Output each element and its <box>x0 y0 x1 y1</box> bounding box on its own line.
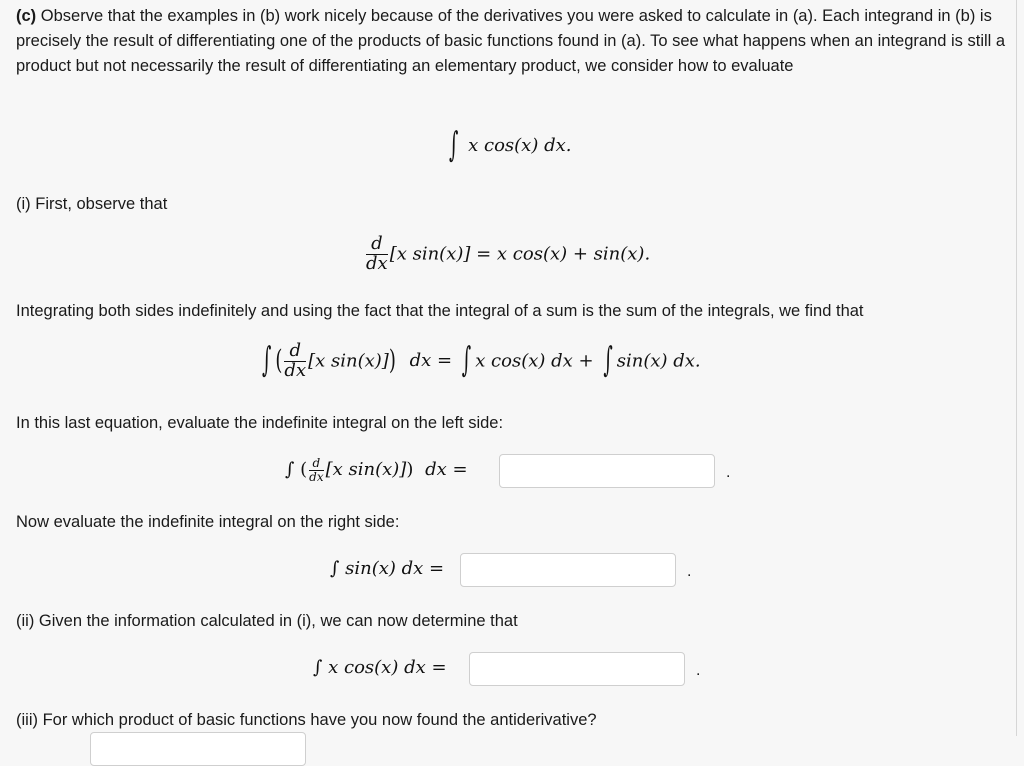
right-side-text: Now evaluate the indefinite integral on the right side: <box>16 513 400 531</box>
part-ii-text: (ii) Given the information calculated in (i), we can now determine that <box>16 612 518 630</box>
integral-sign: ∫ <box>330 558 340 579</box>
integrated-equation: ∫ ( $\frac{d}{dx}$ [x sin(x)]) dx = ∫ x cos(x) dx + ∫ sin(x) dx. <box>262 340 701 381</box>
d-dx-fraction: $\frac{d}{dx}$ <box>284 340 307 381</box>
integral-sign: ∫ <box>313 657 323 678</box>
part-iii-text: (iii) For which product of basic functions have you now found the antiderivative? <box>16 711 597 729</box>
derivative-equation <box>364 235 650 274</box>
xcos-integral-answer-input[interactable] <box>469 652 685 686</box>
integral-sign: ∫ <box>262 340 272 381</box>
integral-sign: ∫ <box>449 125 459 166</box>
part-c-label: (c) <box>16 7 37 25</box>
derivative-rhs: [x sin(x)] = x cos(x) + sin(x). <box>389 243 651 265</box>
d-dx-fraction: $\frac{d}{dx}$ <box>366 233 388 274</box>
left-integral-answer-input[interactable] <box>499 454 715 488</box>
sin-integral: ∫ sin(x) dx = <box>330 558 445 579</box>
part-c-intro <box>16 4 1006 79</box>
left-integral: ∫ ( $\frac{d}{dx}$ [x sin(x)]) dx = <box>285 456 468 484</box>
part-c-text: Observe that the examples in (b) work nicely because of the derivatives you were asked to calculate in (a). Each integrand in (b) is precisely the result of differentiating one of the products of basic functions found in (a). To see what happens when an integrand is still a product but not necessarily the result of differentiating an elementary product, we consider how to evaluate <box>16 7 1006 75</box>
product-answer-input[interactable] <box>90 732 306 766</box>
sin-integral-answer-input[interactable] <box>460 553 676 587</box>
integral-sign: ∫ <box>461 340 472 381</box>
main-integral <box>445 125 572 166</box>
xcos-integral: ∫ x cos(x) dx = <box>313 657 447 678</box>
part-i-text: (i) First, observe that <box>16 195 168 213</box>
left-side-text: In this last equation, evaluate the indefinite integral on the left side: <box>16 414 504 432</box>
d-dx-fraction: $\frac{d}{dx}$ <box>309 456 324 484</box>
main-integral-body: x cos(x) dx. <box>468 135 572 156</box>
integrating-text: Integrating both sides indefinitely and using the fact that the integral of a sum is the sum of the integrals, we find that <box>16 302 864 320</box>
integral-sign: ∫ <box>285 459 295 481</box>
integral-sign: ∫ <box>603 340 613 381</box>
